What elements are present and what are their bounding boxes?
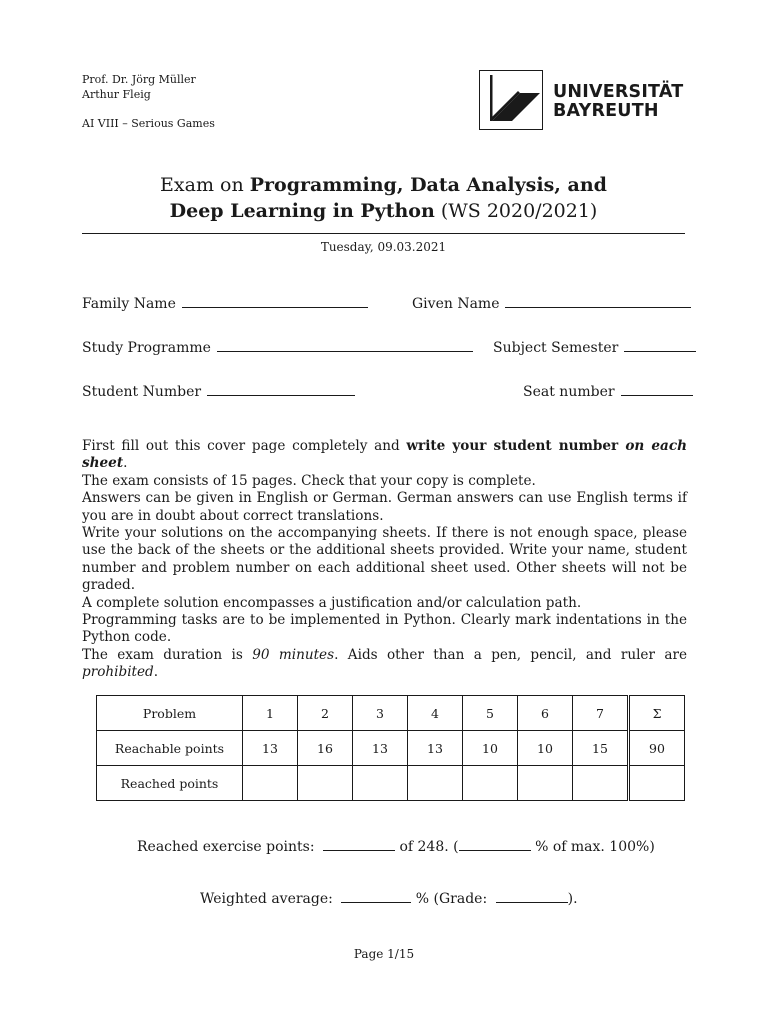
instruction-line: Answers can be given in English or German. German answers can use English terms if you are in doubt about correct translations. [82,490,687,524]
reached-total-cell[interactable] [629,766,685,801]
study-programme-field: Study Programme [82,337,473,356]
weighted-average-summary: Weighted average: % (Grade: ). [200,888,578,907]
reached-points-cell[interactable] [353,766,408,801]
seat-number-blank[interactable] [621,381,693,396]
exam-date: Tuesday, 09.03.2021 [320,240,447,254]
student-number-blank[interactable] [207,381,355,396]
author-name: Arthur Fleig [82,88,151,101]
reachable-points-cell: 15 [573,731,629,766]
course-name: AI VIII – Serious Games [82,117,215,130]
logo-wordmark: UNIVERSITÄT BAYREUTH [553,82,684,121]
page-number: Page 1/15 [353,947,415,961]
instructions [82,438,687,682]
reached-points-cell[interactable] [573,766,629,801]
table-row [97,696,685,731]
reachable-points-cell: 13 [243,731,298,766]
instruction-line: The exam consists of 15 pages. Check that your copy is complete. [82,472,536,489]
instruction-line: A complete solution encompasses a justification and/or calculation path. [82,594,582,611]
row-label: Reachable points [97,731,243,766]
table-row [97,766,685,801]
given-name-blank[interactable] [505,293,691,308]
row-label: Reached points [97,766,243,801]
reachable-points-cell: 10 [518,731,573,766]
reached-points-cell[interactable] [243,766,298,801]
problem-number: 2 [298,696,353,731]
given-name-field: Given Name [412,293,691,312]
reached-points-summary: Reached exercise points: of 248. ( % of max. 100%) [137,836,655,855]
total-points-cell: 90 [629,731,685,766]
problem-number: 1 [243,696,298,731]
reached-points-cell[interactable] [408,766,463,801]
problem-number: 6 [518,696,573,731]
reached-points-cell[interactable] [518,766,573,801]
points-table [96,695,685,801]
subject-semester-field: Subject Semester [493,337,696,356]
reached-points-blank[interactable] [323,836,395,851]
problem-number: 4 [408,696,463,731]
problem-number: 7 [573,696,629,731]
study-programme-blank[interactable] [217,337,473,352]
subject-semester-blank[interactable] [624,337,696,352]
problem-number: 3 [353,696,408,731]
instruction-line: The exam duration is 90 minutes. Aids other than a pen, pencil, and ruler are prohibited. [82,646,687,681]
family-name-field: Family Name [82,293,368,312]
problem-number: 5 [463,696,518,731]
instruction-line: Programming tasks are to be implemented in Python. Clearly mark indentations in the Python code. [82,612,687,646]
instruction-line: Write your solutions on the accompanying sheets. If there is not enough space, please use the back of the sheets or the additional sheets provided. Write your name, student number and problem number on each additional sheet used. Other sheets will not be graded. [82,525,687,594]
instruction-line: First fill out this cover page completely and write your student number on each sheet. [82,438,687,472]
row-label: Problem [97,696,243,731]
author-block [82,72,215,131]
grade-blank[interactable] [496,888,568,903]
reachable-points-cell: 13 [353,731,408,766]
reachable-points-cell: 10 [463,731,518,766]
seat-number-field: Seat number [523,381,693,400]
sum-header: Σ [629,696,685,731]
university-logo [479,70,685,132]
weighted-average-blank[interactable] [341,888,411,903]
table-row [97,731,685,766]
reachable-points-cell: 16 [298,731,353,766]
reached-points-cell[interactable] [463,766,518,801]
student-number-field: Student Number [82,381,355,400]
logo-mark [479,70,543,130]
logo-emblem-icon [480,71,544,131]
exam-title: Exam on Programming, Data Analysis, and Deep Learning in Python (WS 2020/2021) [160,174,607,222]
family-name-blank[interactable] [182,293,368,308]
reached-points-cell[interactable] [298,766,353,801]
title-divider [82,233,685,234]
reachable-points-cell: 13 [408,731,463,766]
percent-blank[interactable] [459,836,531,851]
author-name: Prof. Dr. Jörg Müller [82,73,196,86]
